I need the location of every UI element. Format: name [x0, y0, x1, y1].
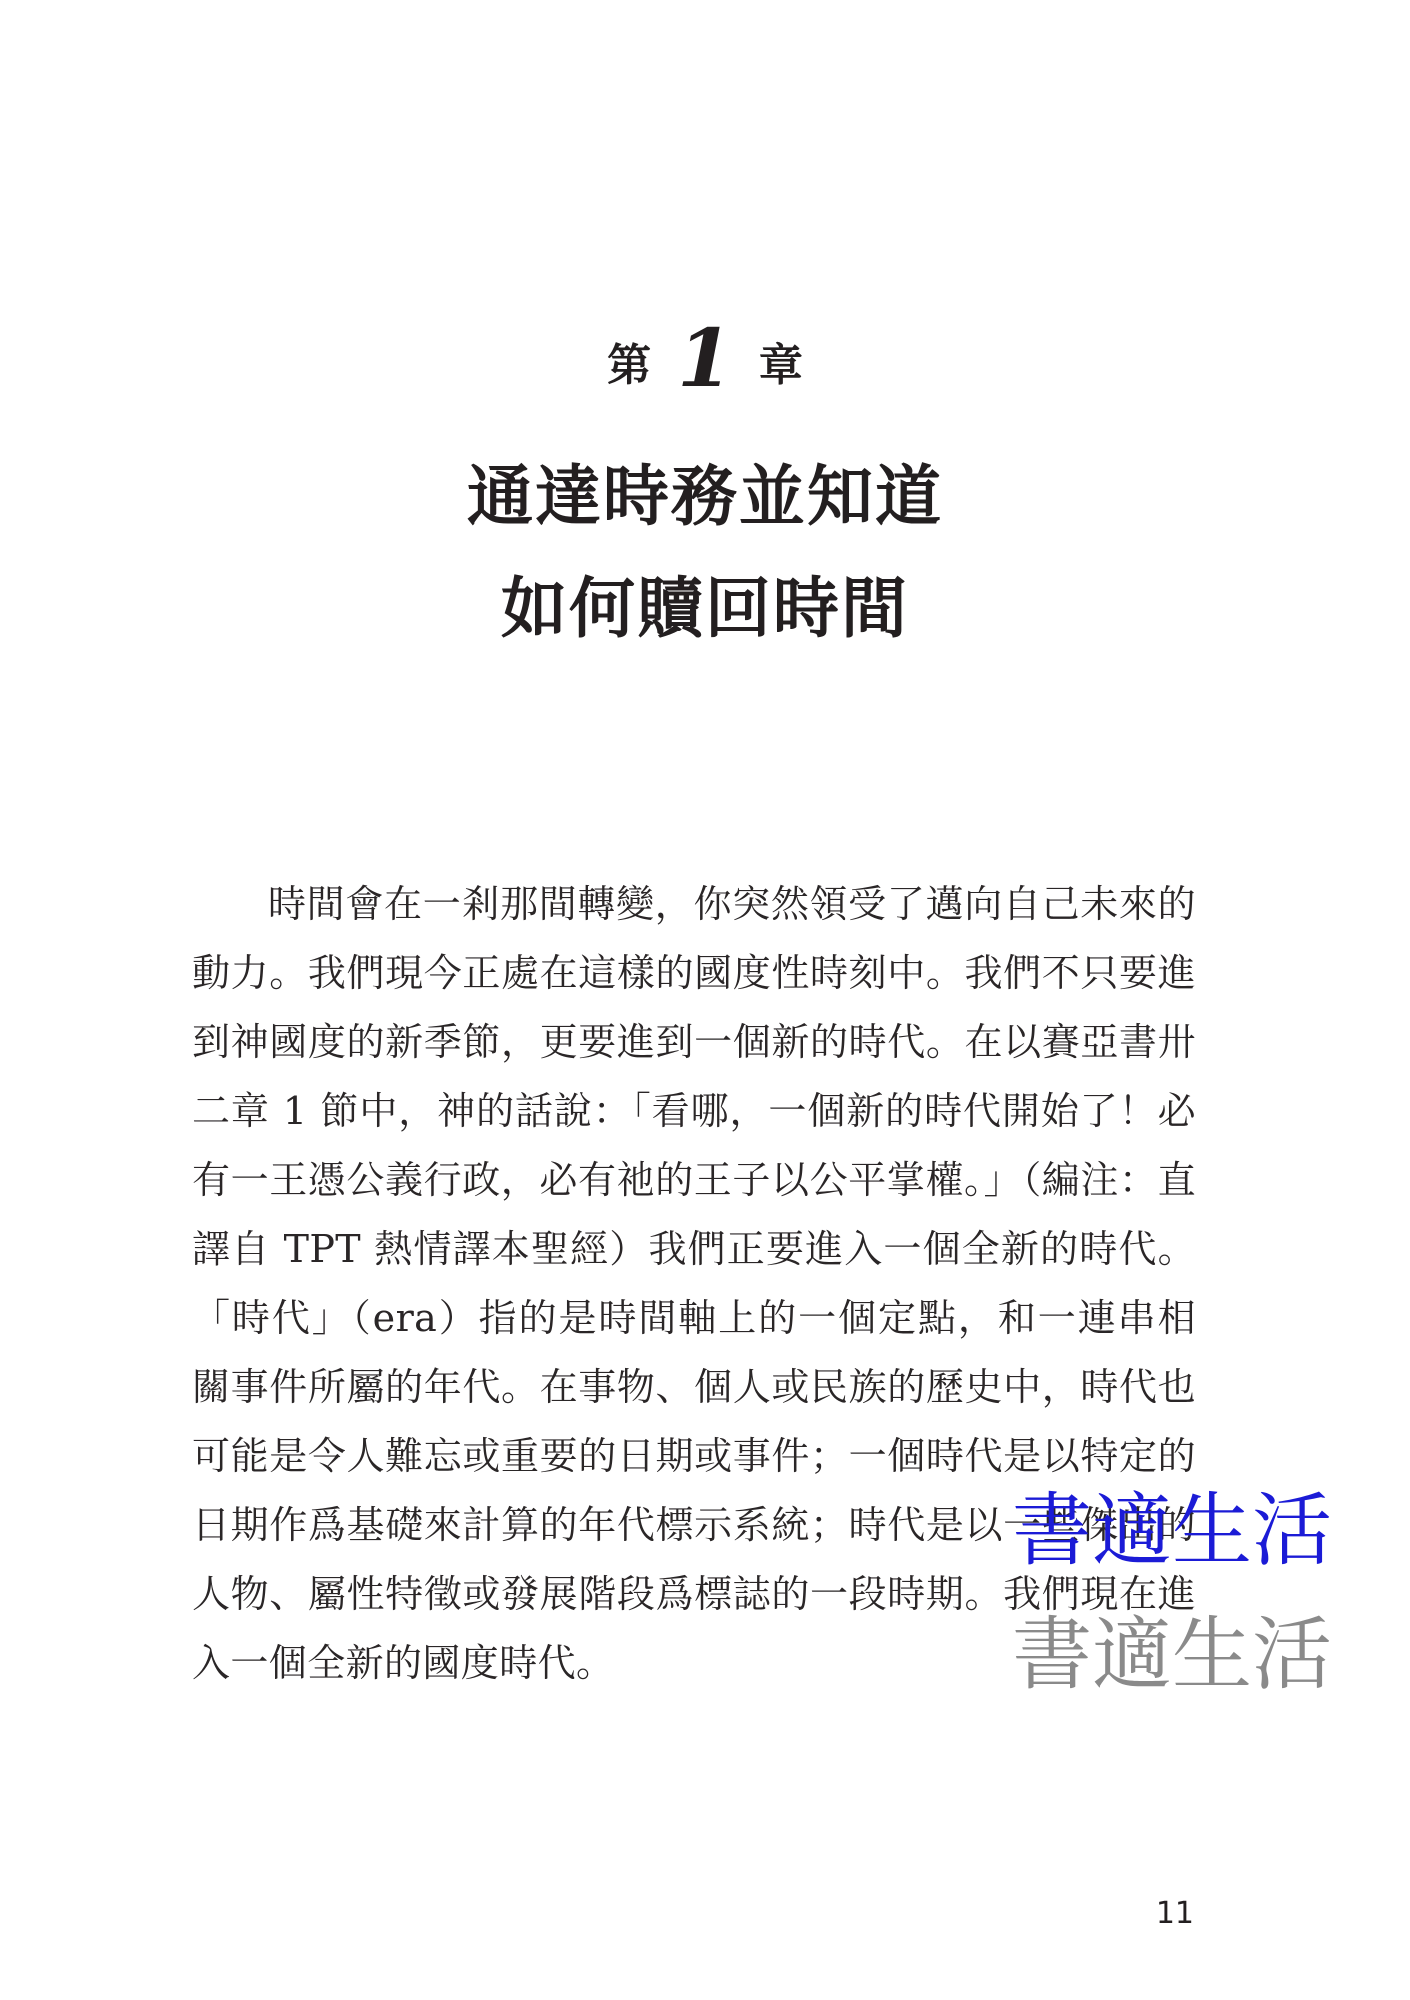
watermark-gray: 書適生活 — [1012, 1608, 1332, 1701]
chapter-prefix: 第 — [607, 340, 652, 391]
chapter-title — [0, 440, 1410, 664]
page-number: 11 — [1155, 1896, 1194, 1931]
chapter-suffix: 章 — [758, 340, 803, 391]
chapter-title-line-1: 通達時務並知道 — [467, 457, 943, 535]
chapter-number: 1 — [677, 311, 733, 405]
watermark-blue: 書適生活 — [1012, 1484, 1332, 1577]
body-paragraph: 時間會在一剎那間轉變，你突然領受了邁向自己未來的動力。我們現今正處在這樣的國度性時刻中。我們不只要進到神國度的新季節，更要進到一個新的時代。在以賽亞書卅二章 1 節中，神的話說：「看哪，一個新的時代開始了！必有一王憑公義行政，必有祂的王子以公平掌權。」（編注：直譯自 TPT 熱情譯本聖經）我們正要進入一個全新的時代。「時代」（era）指的是時間軸上的一個定點，和一連串相關事件所屬的年代。在事物、個人或民族的歷史中，時代也可能是令人難忘或重要的日期或事件；一個時代是以特定的日期作爲基礎來計算的年代標示系統；時代是以一些傑出的人物、屬性特徵或發展階段爲標誌的一段時期。我們現在進入一個全新的國度時代。 — [192, 882, 1196, 1685]
chapter-label — [0, 311, 1410, 406]
chapter-title-line-2: 如何贖回時間 — [501, 569, 909, 647]
